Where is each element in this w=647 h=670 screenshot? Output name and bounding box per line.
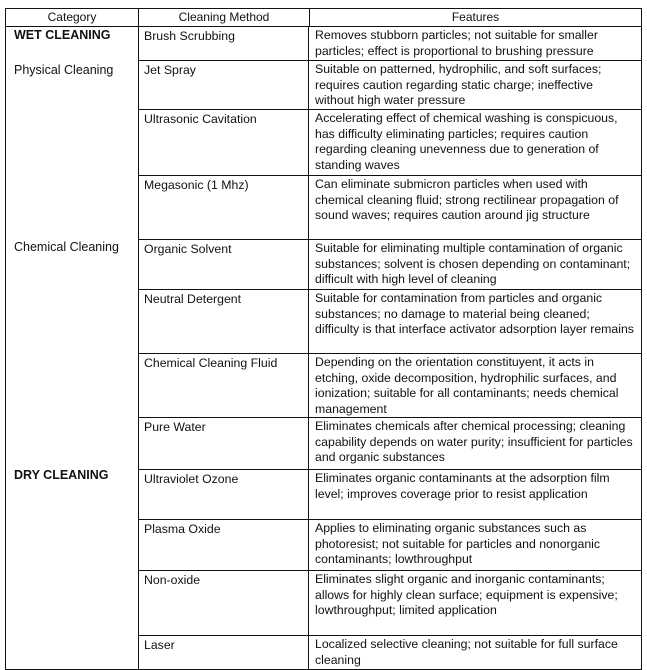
table-row	[139, 636, 641, 669]
table-row	[139, 571, 641, 636]
features-cell: Eliminates organic contaminants at the adsorption film level; improves coverage prior to resist application	[315, 471, 610, 501]
category-column	[6, 27, 139, 669]
method-cell: Non-oxide	[139, 571, 309, 635]
table-row	[139, 240, 641, 290]
table-row	[139, 290, 641, 354]
features-cell: Suitable on patterned, hydrophilic, and soft surfaces; requires caution regarding static charge; ineffective without high water pressure	[315, 62, 602, 108]
method-cell: Laser	[139, 636, 309, 669]
header-features: Features	[451, 10, 500, 24]
method-cell: Organic Solvent	[139, 240, 309, 289]
category-chemical-cleaning: Chemical Cleaning	[14, 240, 119, 254]
method-cell: Neutral Detergent	[139, 290, 309, 353]
method-cell: Jet Spray	[139, 61, 309, 109]
method-cell: Pure Water	[139, 418, 309, 469]
table-header-row	[6, 9, 641, 27]
header-category: Category	[6, 9, 139, 26]
table-row	[139, 470, 641, 520]
method-cell: Plasma Oxide	[139, 520, 309, 570]
features-cell: Localized selective cleaning; not suitable for full surface cleaning	[315, 637, 618, 667]
table-row	[139, 354, 641, 418]
method-cell: Ultraviolet Ozone	[139, 470, 309, 519]
category-physical-cleaning: Physical Cleaning	[14, 63, 114, 77]
table-row	[139, 110, 641, 176]
features-cell: Eliminates slight organic and inorganic contaminants; allows for highly clean surface; equipment is expensive; lowthroughput; limited application	[315, 572, 618, 618]
header-cleaning-method: Cleaning Method	[139, 9, 310, 26]
features-cell: Suitable for contamination from particles and organic substances; no damage to material being cleaned; difficulty is that interface activator adsorption layer remains	[315, 291, 634, 337]
method-cell: Brush Scrubbing	[139, 27, 309, 60]
method-cell: Ultrasonic Cavitation	[139, 110, 309, 175]
category-wet-cleaning: WET CLEANING	[14, 28, 111, 42]
table-row	[139, 418, 641, 470]
features-cell: Eliminates chemicals after chemical processing; cleaning capability depends on water purity; insufficient for particles and organic substances	[315, 419, 633, 465]
table-row	[139, 176, 641, 240]
table-body	[6, 27, 641, 669]
features-cell: Suitable for eliminating multiple contamination of organic substances; solvent is chosen depending on contaminant; difficult with high level of cleaning	[315, 241, 631, 287]
features-cell: Can eliminate submicron particles when used with chemical cleaning fluid; strong rectilinear propagation of sound waves; requires caution around jig structure	[315, 177, 619, 223]
category-dry-cleaning: DRY CLEANING	[14, 468, 109, 482]
features-cell: Depending on the orientation constituyent, it acts in etching, oxide decomposition, hydrophilic surfaces, and ionization; suitable for all contaminants; needs chemical management	[315, 355, 619, 416]
table-row	[139, 520, 641, 571]
method-cell: Chemical Cleaning Fluid	[139, 354, 309, 417]
table-row	[139, 27, 641, 61]
features-cell: Applies to eliminating organic substances such as photoresist; not suitable for particles and nonorganic contaminants; lowthroughput	[315, 521, 601, 567]
method-rows	[139, 27, 641, 669]
method-cell: Megasonic (1 Mhz)	[139, 176, 309, 239]
features-cell: Accelerating effect of chemical washing is conspicuous, has difficulty eliminating particles; requires caution regarding cleaning unevenness due to generation of standing waves	[315, 111, 618, 172]
features-cell: Removes stubborn particles; not suitable for smaller particles; effect is proportional to brushing pressure	[315, 28, 598, 58]
cleaning-methods-table	[5, 8, 642, 670]
table-row	[139, 61, 641, 110]
